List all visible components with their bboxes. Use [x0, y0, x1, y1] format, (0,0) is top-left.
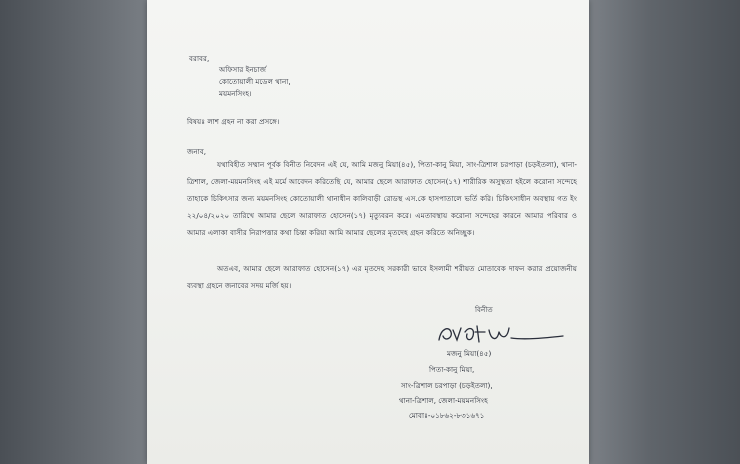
body-paragraph-2 — [187, 260, 577, 294]
body-paragraph-1-text: যথাবিহীত সম্মান পূর্বক বিনীত নিবেদন এই যে, আমি মজনু মিয়া(৪৫), পিতা-কানু মিয়া, সাং-ত্রিশাল চরপাড়া (চড়ইতলা), থানা-ত্রিশাল, জেলা-ময়মনসিংহ এই মর্মে আবেদন করিতেছি যে, আমার ছেলে আরাফাত হোসেন(১৭) শারীরিক অসুস্থতা হইলে করোনা সন্দেহে তাহাকে চিকিৎসার জন্য ময়মনসিংহ কোতোয়ালী থানাধীন কালিবাড়ী রোডস্থ এস.কে হাসপাতালে ভর্তি করি। চিকিৎসাধীন অবস্থায় গত ইং ২২/০৪/২০২০ তারিখে আমার ছেলে আরাফাত হোসেন(১৭) মৃত্যুবরন করে। এমতাবস্থায় করোনা সন্দেহের কারনে আমার পরিবার ও আমার এলাকা বাসীর নিরাপত্তার কথা চিন্তা করিয়া আমি আমার ছেলের মৃতদেহ গ্রহন করিতে অনিচ্ছুক। — [187, 160, 577, 237]
sender-father: পিতা-কানু মিয়া, — [429, 365, 475, 374]
letter-paper — [147, 0, 589, 464]
background-left — [0, 0, 150, 464]
recipient-line-2: কোতোয়ালী মডেল থানা, — [219, 77, 291, 86]
closing: বিনীত — [475, 305, 493, 314]
sender-district: থানা-ত্রিশাল, জেলা-ময়মনসিংহ — [399, 396, 488, 405]
recipient-line-3: ময়মনসিংহ। — [219, 89, 252, 98]
sender-phone: মোবাঃ-০১৮৬২-৮৩১৬৭১ — [409, 411, 485, 420]
recipient-line-1: অফিসার ইনচার্জ — [219, 65, 267, 74]
body-paragraph-2-text: অতএব, আমার ছেলে আরাফাত হোসেন(১৭) এর মৃতদেহ সরকারী ভাবে ইসলামী শরীয়ত মোতাবেক দাফন করার প্রয়োজনীয় ব্যবস্থা গ্রহনে জনাবের সদয় মর্জি হয়। — [187, 264, 577, 290]
subject-line: বিষয়ঃ লাশ গ্রহন না করা প্রসঙ্গে। — [187, 117, 280, 126]
to-label: বরাবর, — [189, 54, 210, 63]
background-right — [588, 0, 740, 464]
salutation: জনাব, — [187, 147, 207, 156]
signature — [435, 318, 565, 348]
sender-name: মজনু মিয়া(৪৫) — [447, 349, 492, 358]
sender-village: সাং-ত্রিশাল চরপাড়া (চড়ইতলা), — [401, 381, 493, 390]
body-paragraph-1 — [187, 156, 577, 241]
